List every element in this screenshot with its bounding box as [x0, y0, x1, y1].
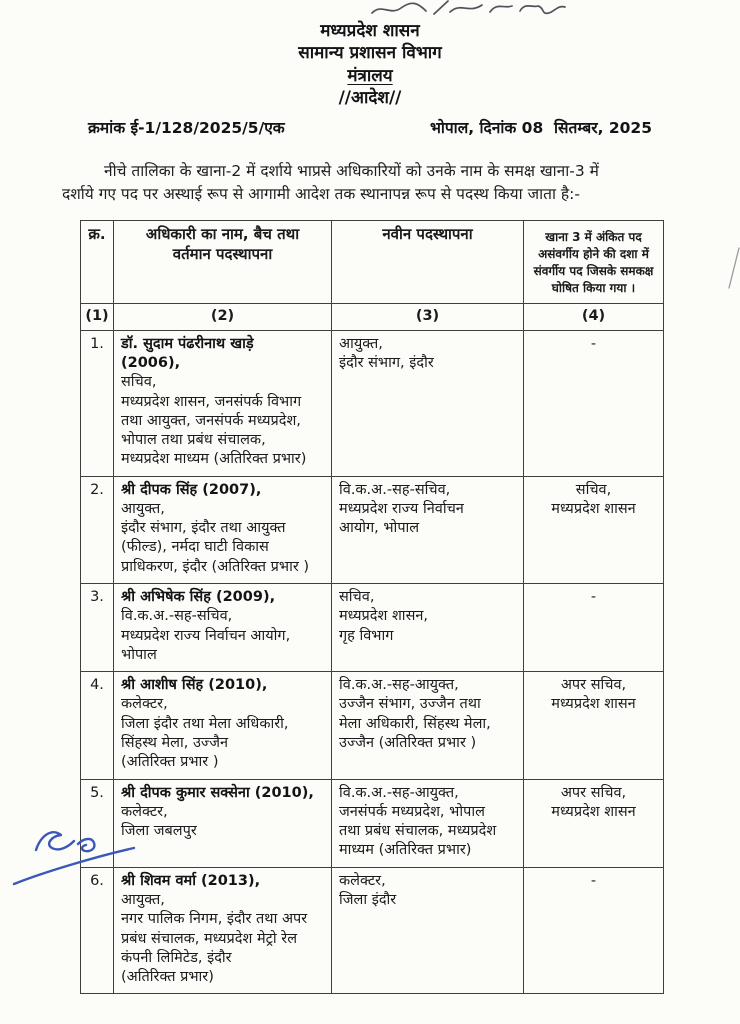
serial-number: 1.	[81, 330, 114, 476]
order-number: क्रमांक ई-1/128/2025/5/एक	[88, 118, 285, 137]
col-number-2: (2)	[114, 304, 332, 330]
equivalent-post: -	[524, 867, 664, 994]
order-title: //आदेश//	[338, 88, 402, 109]
header-officer-name: अधिकारी का नाम, बैच तथा वर्तमान पदस्थापना	[114, 221, 332, 304]
new-posting: कलेक्टर, जिला इंदौर	[332, 867, 524, 994]
new-posting: वि.क.अ.-सह-सचिव, मध्यप्रदेश राज्य निर्वाचन आयोग, भोपाल	[332, 476, 524, 583]
new-posting: वि.क.अ.-सह-आयुक्त, उज्जैन संभाग, उज्जैन तथा मेला अधिकारी, सिंहस्थ मेला, उज्जैन (अतिरिक्त प्रभार )	[332, 672, 524, 779]
col-number-1: (1)	[81, 304, 114, 330]
officer-cell	[114, 584, 332, 672]
equivalent-post: अपर सचिव, मध्यप्रदेश शासन	[524, 779, 664, 867]
current-posting: वि.क.अ.-सह-सचिव, मध्यप्रदेश राज्य निर्वाचन आयोग, भोपाल	[121, 608, 291, 663]
table-row	[81, 330, 664, 476]
officer-name: श्री दीपक कुमार सक्सेना (2010),	[121, 784, 314, 801]
officer-name: श्री आशीष सिंह (2010),	[121, 677, 268, 694]
government-name: मध्यप्रदेश शासन	[320, 21, 420, 41]
place-and-date: भोपाल, दिनांक 08 सितम्बर, 2025	[429, 118, 652, 137]
equivalent-post: अपर सचिव, मध्यप्रदेश शासन	[524, 672, 664, 779]
equivalent-post: -	[524, 584, 664, 672]
serial-number: 5.	[81, 779, 114, 867]
officer-name: डॉ. सुदाम पंढरीनाथ खाड़े (2006),	[121, 335, 254, 371]
letterhead	[0, 0, 740, 110]
table-row	[81, 476, 664, 583]
table-header-row	[81, 221, 664, 304]
new-posting: वि.क.अ.-सह-आयुक्त, जनसंपर्क मध्यप्रदेश, भोपाल तथा प्रबंध संचालक, मध्यप्रदेश माध्यम (अतिरिक्त प्रभार)	[332, 779, 524, 867]
table-row	[81, 584, 664, 672]
officer-cell	[114, 330, 332, 476]
header-serial: क्र.	[81, 221, 114, 304]
current-posting: सचिव, मध्यप्रदेश शासन, जनसंपर्क विभाग तथा आयुक्त, जनसंपर्क मध्यप्रदेश, भोपाल तथा प्रबंध संचालक, मध्यप्रदेश माध्यम (अतिरिक्त प्रभार)	[121, 374, 307, 468]
equivalent-post: -	[524, 330, 664, 476]
serial-number: 6.	[81, 867, 114, 994]
equivalent-post: सचिव, मध्यप्रदेश शासन	[524, 476, 664, 583]
current-posting: आयुक्त, इंदौर संभाग, इंदौर तथा आयुक्त (फील्ड), नर्मदा घाटी विकास प्राधिकरण, इंदौर (अतिरिक्त प्रभार )	[121, 500, 310, 575]
officer-name: श्री दीपक सिंह (2007),	[121, 481, 262, 498]
new-posting: आयुक्त, इंदौर संभाग, इंदौर	[332, 330, 524, 476]
col-number-3: (3)	[332, 304, 524, 330]
serial-number: 2.	[81, 476, 114, 583]
serial-number: 3.	[81, 584, 114, 672]
table-row	[81, 867, 664, 994]
stray-pen-mark-icon	[726, 246, 740, 290]
officer-cell	[114, 476, 332, 583]
current-posting: कलेक्टर, जिला जबलपुर	[121, 803, 197, 840]
department-name: सामान्य प्रशासन विभाग	[298, 43, 442, 64]
current-posting: आयुक्त, नगर पालिक निगम, इंदौर तथा अपर प्रबंध संचालक, मध्यप्रदेश मेट्रो रेल कंपनी लिमिटेड, इंदौर (अतिरिक्त प्रभार)	[121, 891, 308, 986]
intro-paragraph: नीचे तालिका के खाना-2 में दर्शाये भाप्रसे अधिकारियों को उनके नाम के समक्ष खाना-3 में दर्शाये गए पद पर अस्थाई रूप से आगामी आदेश तक स्थानापन्न रूप से पदस्थ किया जाता है:-	[62, 161, 599, 203]
column-number-row	[81, 304, 664, 330]
officer-cell	[114, 779, 332, 867]
reference-row	[0, 110, 740, 138]
header-new-posting: नवीन पदस्थापना	[332, 221, 524, 304]
officer-name: श्री शिवम वर्मा (2013),	[121, 872, 261, 889]
officer-cell	[114, 867, 332, 994]
header-equivalent-post: खाना 3 में अंकित पद असंवर्गीय होने की दशा में संवर्गीय पद जिसके समकक्ष घोषित किया गया ।	[524, 221, 664, 304]
col-number-4: (4)	[524, 304, 664, 330]
officer-name: श्री अभिषेक सिंह (2009),	[121, 589, 276, 606]
table-row	[81, 672, 664, 779]
officer-cell	[114, 672, 332, 779]
new-posting: सचिव, मध्यप्रदेश शासन, गृह विभाग	[332, 584, 524, 672]
current-posting: कलेक्टर, जिला इंदौर तथा मेला अधिकारी, सिंहस्थ मेला, उज्जैन (अतिरिक्त प्रभार )	[121, 696, 289, 771]
ministry-label: मंत्रालय	[347, 65, 393, 86]
serial-number: 4.	[81, 672, 114, 779]
posting-order-table	[80, 220, 664, 994]
table-row	[81, 779, 664, 867]
